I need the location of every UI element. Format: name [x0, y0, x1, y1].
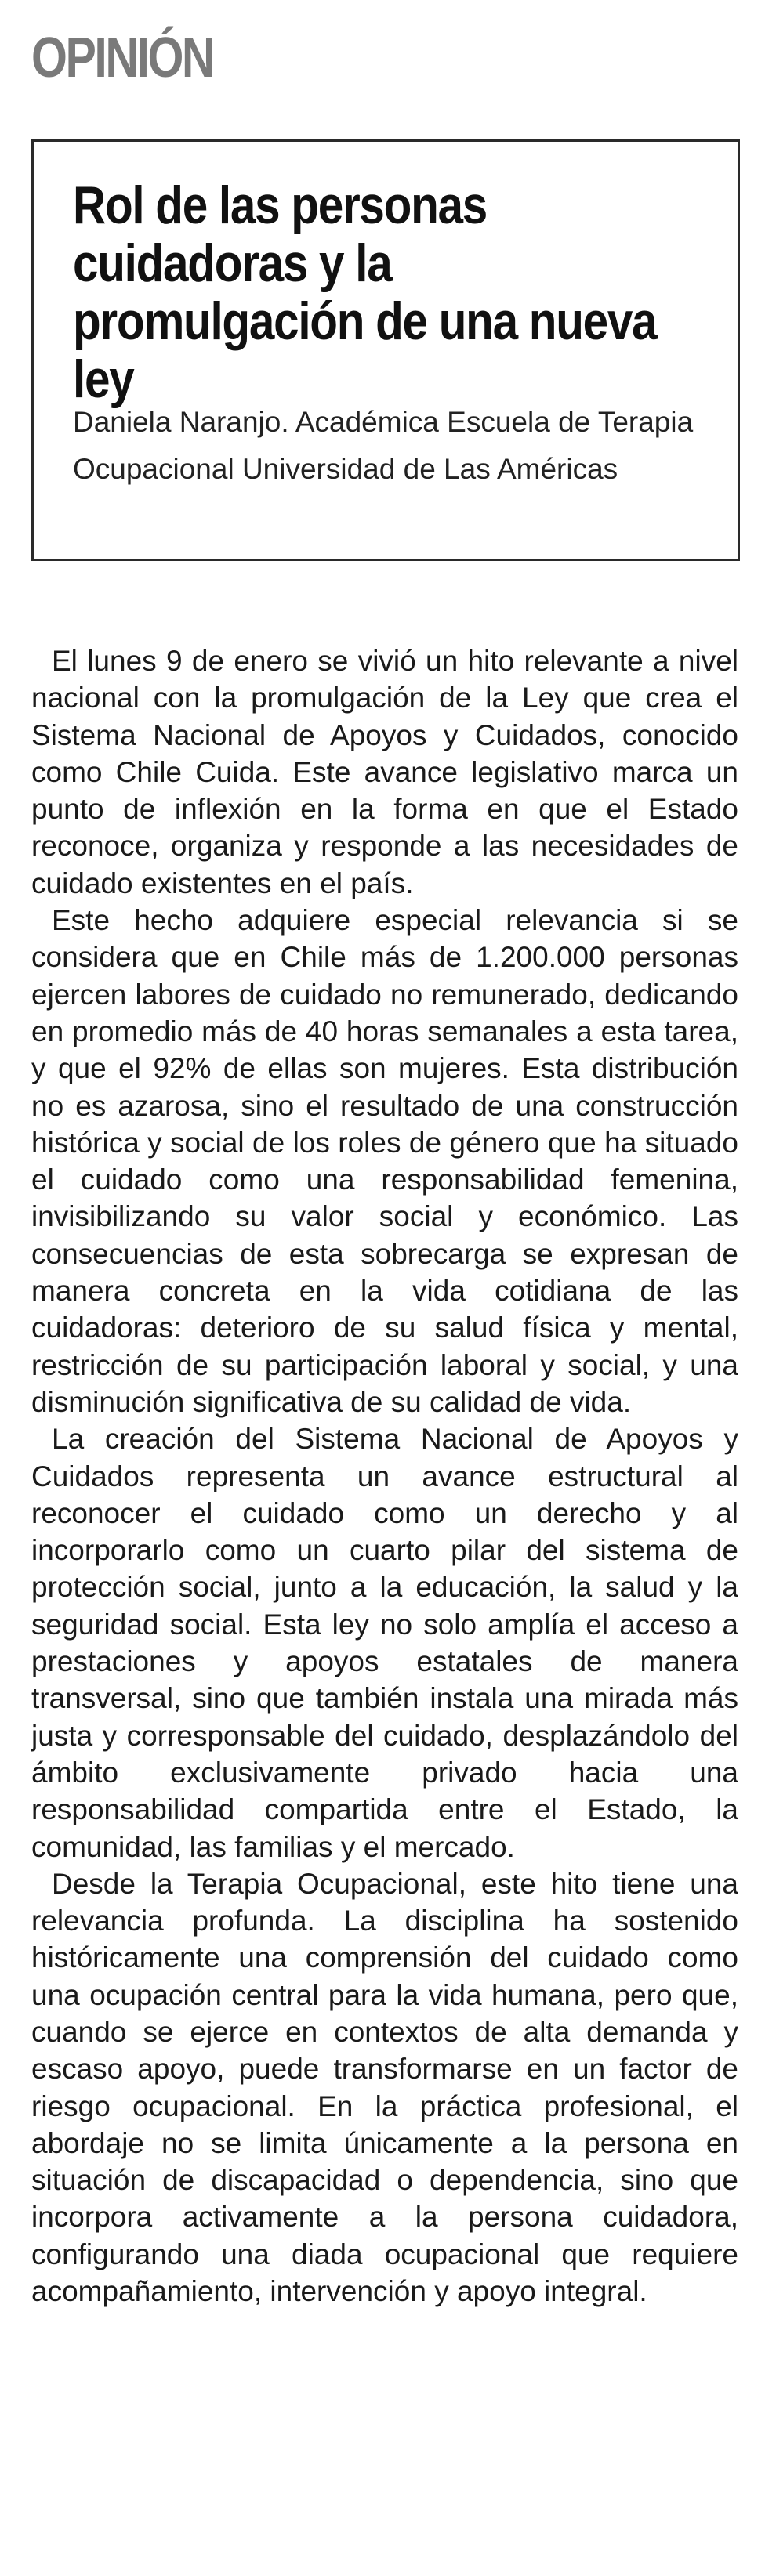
- article-byline: Daniela Naranjo. Académica Escuela de Terapia Ocupacional Universidad de Las Américas: [73, 406, 694, 485]
- article-title: Rol de las personas cuidadoras y la promulgación de una nueva ley: [73, 175, 657, 409]
- section-label: OPINIÓN: [31, 27, 214, 89]
- body-paragraph: Este hecho adquiere especial relevancia si se considera que en Chile más de 1.200.000 personas ejercen labores de cuidado no remunerado, dedicando en promedio más de 40 horas semanales a esta tarea, y que el 92% de ellas son mujeres. Esta distribución no es azarosa, sino el resultado de una construcción histórica y social de los roles de género que ha situado el cuidado como una responsabilidad femenina, invisibilizando su valor social y económico. Las consecuencias de esta sobrecarga se expresan de manera concreta en la vida cotidiana de las cuidadoras: deterioro de su salud física y mental, restricción de su participación laboral y social, y una disminución significativa de su calidad de vida.: [31, 904, 738, 1418]
- header-box: [31, 139, 740, 561]
- body-paragraph: El lunes 9 de enero se vivió un hito relevante a nivel nacional con la promulgación de la Ley que crea el Sistema Nacional de Apoyos y Cuidados, conocido como Chile Cuida. Este avance legislativo marca un punto de inflexión en la forma en que el Estado reconoce, organiza y responde a las necesidades de cuidado existentes en el país.: [31, 645, 738, 899]
- body-paragraph: La creación del Sistema Nacional de Apoyos y Cuidados representa un avance estructural al reconocer el cuidado como un derecho y al incorporarlo como un cuarto pilar del sistema de protección social, junto a la educación, la salud y la seguridad social. Esta ley no solo amplía el acceso a prestaciones y apoyos estatales de manera transversal, sino que también instala una mirada más justa y corresponsable del cuidado, desplazándolo del ámbito exclusivamente privado hacia una responsabilidad compartida entre el Estado, la comunidad, las familias y el mercado.: [31, 1423, 738, 1863]
- article-body: [31, 642, 738, 2310]
- body-paragraph: Desde la Terapia Ocupacional, este hito tiene una relevancia profunda. La disciplina ha sostenido históricamente una comprensión del cuidado como una ocupación central para la vida humana, pero que, cuando se ejerce en contextos de alta demanda y escaso apoyo, puede transformarse en un factor de riesgo ocupacional. En la práctica profesional, el abordaje no se limita únicamente a la persona en situación de discapacidad o dependencia, sino que incorpora activamente a la persona cuidadora, configurando una diada ocupacional que requiere acompañamiento, intervención y apoyo integral.: [31, 1867, 738, 2308]
